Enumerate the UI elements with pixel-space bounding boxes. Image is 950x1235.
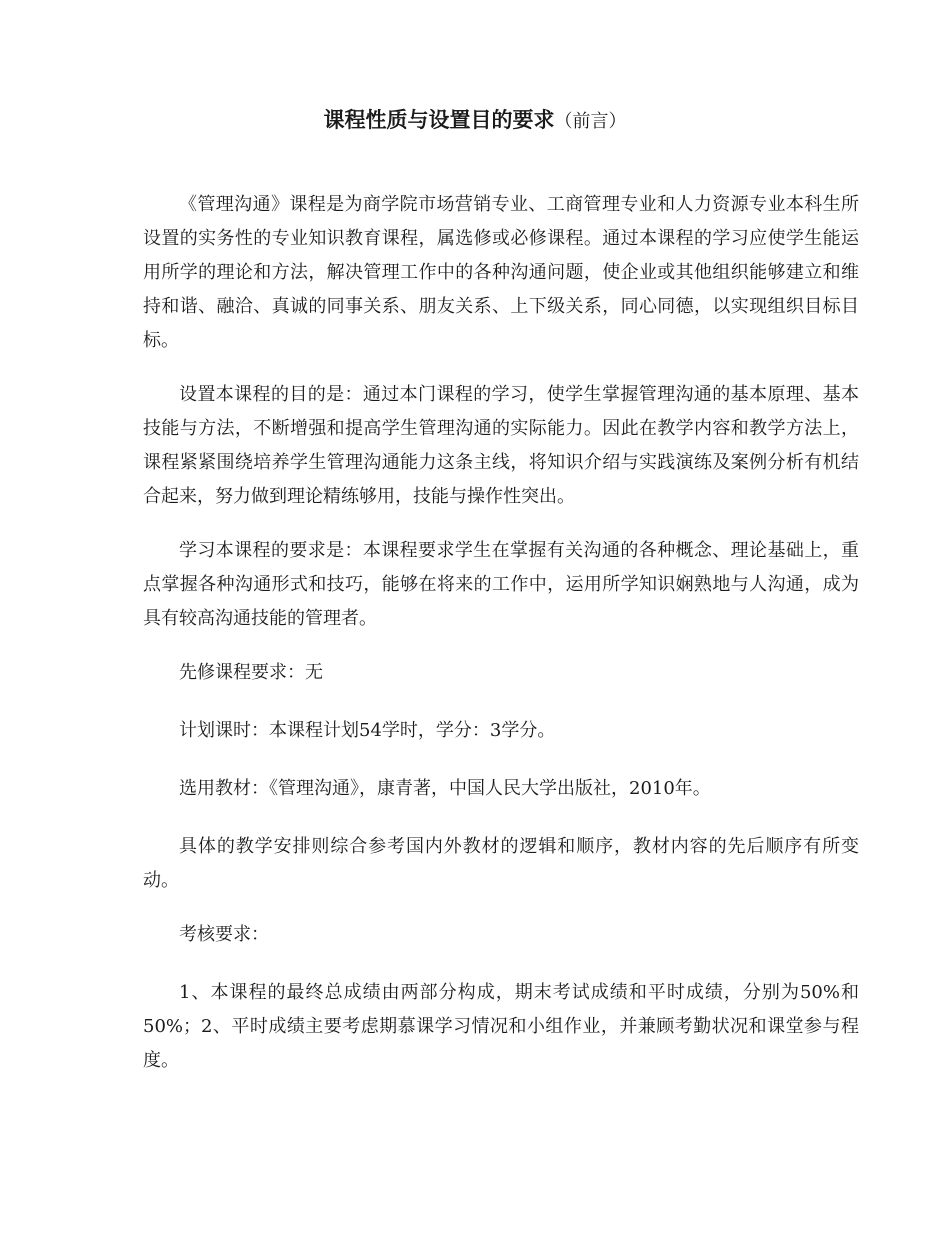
title-main: 课程性质与设置目的要求 bbox=[323, 108, 555, 132]
paragraph-assessment-details: 1、本课程的最终总成绩由两部分构成，期末考试成绩和平时成绩，分别为50%和50%；2、平时成绩主要考虑期慕课学习情况和小组作业，并兼顾考勤状况和课堂参与程度。 bbox=[143, 982, 859, 1071]
paragraph-textbook: 选用教材：《管理沟通》，康青著，中国人民大学出版社，2010年。 bbox=[179, 778, 711, 799]
paragraph-course-purpose: 设置本课程的目的是：通过本门课程的学习，使学生掌握管理沟通的基本原理、基本技能与方法，不断增强和提高学生管理沟通的实际能力。因此在教学内容和教学方法上，课程紧紧围绕培养学生管理沟通能力这条主线，将知识介绍与实践演练及案例分析有机结合起来，努力做到理论精练够用，技能与操作性突出。 bbox=[143, 384, 859, 507]
paragraph-learning-requirements: 学习本课程的要求是：本课程要求学生在掌握有关沟通的各种概念、理论基础上，重点掌握各种沟通形式和技巧，能够在将来的工作中，运用所学知识娴熟地与人沟通，成为具有较高沟通技能的管理者。 bbox=[143, 540, 859, 629]
paragraph-course-nature: 《管理沟通》课程是为商学院市场营销专业、工商管理专业和人力资源专业本科生所设置的实务性的专业知识教育课程，属选修或必修课程。通过本课程的学习应使学生能运用所学的理论和方法，解决管理工作中的各种沟通问题，使企业或其他组织能够建立和维持和谐、融洽、真诚的同事关系、朋友关系、上下级关系，同心同德，以实现组织目标目标。 bbox=[143, 194, 859, 351]
page-title bbox=[0, 104, 950, 138]
document-body bbox=[143, 188, 859, 1098]
paragraph-assessment-heading: 考核要求： bbox=[179, 924, 269, 945]
title-suffix: （前言） bbox=[554, 111, 627, 132]
paragraph-planned-hours: 计划课时：本课程计划54学时，学分：3学分。 bbox=[179, 720, 556, 741]
paragraph-prerequisites: 先修课程要求：无 bbox=[179, 662, 323, 683]
paragraph-teaching-arrangement: 具体的教学安排则综合参考国内外教材的逻辑和顺序，教材内容的先后顺序有所变动。 bbox=[143, 836, 859, 891]
